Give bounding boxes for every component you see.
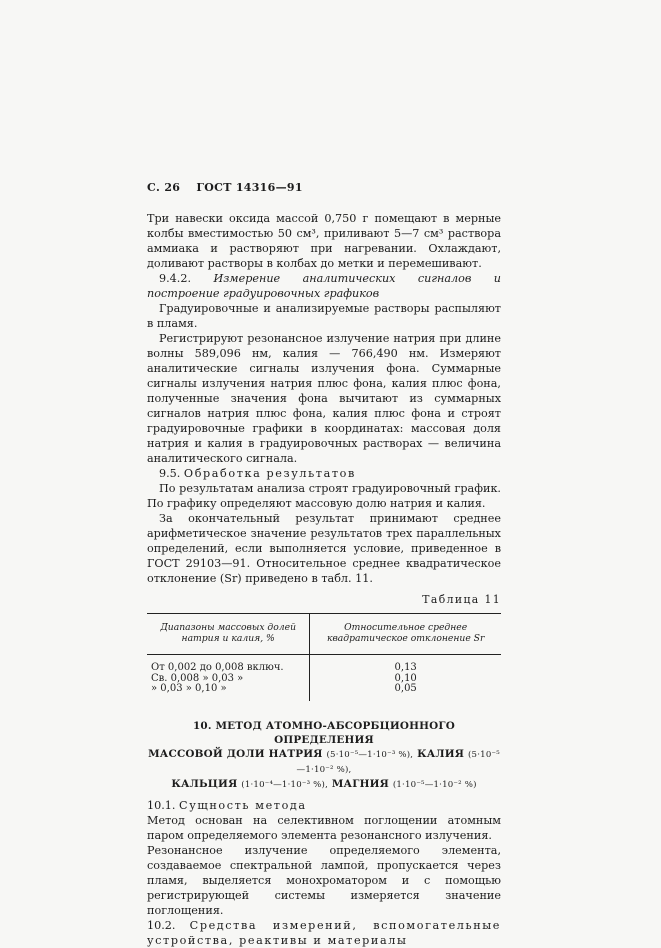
- section-title: Средства измерений, вспомогательные устройства, реактивы и материалы: [147, 918, 501, 947]
- page-header: [147, 180, 501, 195]
- standard-code: ГОСТ 14316—91: [196, 181, 303, 194]
- method-heading-line-1: 10. МЕТОД АТОМНО-АБСОРБЦИОННОГО ОПРЕДЕЛЕНИЯ: [192, 719, 456, 746]
- paragraph-final-result: [147, 511, 501, 586]
- range-potassium: (5·10⁻⁵—1·10⁻² %),: [296, 749, 500, 775]
- table-cell-range: Св. 0,008 » 0,03 »: [147, 674, 310, 685]
- paragraph-spray: [147, 301, 501, 331]
- element-magnesium: МАГНИЯ: [331, 777, 389, 790]
- paragraph-method-basis: [147, 813, 501, 843]
- table-cell-range: От 0,002 до 0,008 включ.: [147, 655, 310, 674]
- paragraph-sample-prep: [147, 211, 501, 271]
- element-sodium: МАССОВОЙ ДОЛИ НАТРИЯ: [148, 747, 323, 760]
- table-caption: Таблица 11: [422, 593, 501, 606]
- section-number: 10.2.: [147, 918, 176, 932]
- paragraph-graph: [147, 481, 501, 511]
- range-calcium: (1·10⁻⁴—1·10⁻³ %),: [241, 779, 329, 790]
- table-cell-range: » 0,03 » 0,10 »: [147, 684, 310, 701]
- range-sodium: (5·10⁻⁵—1·10⁻³ %),: [326, 749, 414, 760]
- table-cell-value: 0,10: [394, 672, 417, 684]
- element-calcium: КАЛЬЦИЯ: [171, 777, 238, 790]
- method-heading-line-3: [147, 777, 501, 792]
- page-content: [147, 180, 501, 948]
- paragraph-resonance: [147, 843, 501, 918]
- section-title: Измерение аналитических сигналов и построение градуировочных графиков: [147, 272, 501, 300]
- paragraph-text: По результатам анализа строят градуировочный график. По графику определяют массовую долю натрия и калия.: [147, 482, 501, 510]
- section-9-5: [147, 466, 501, 481]
- table-cell-value: 0,05: [394, 683, 417, 694]
- section-10-2: [147, 918, 501, 948]
- column-header-deviation: Относительное среднее квадратическое отклонение Sr: [310, 614, 501, 655]
- paragraph-text: Регистрируют резонансное излучение натрия при длине волны 589,096 нм, калия — 766,490 нм. Измеряют аналитические сигналы излучения фона. Суммарные сигналы излучения натрия плюс фона, калия плюс фона, полученные значения фона вычитают из суммарных сигналов натрия плюс фона, калия плюс фона и строят градуировочные графики в координатах: массовая доля натрия и калия в градуировочных растворах — величина аналитического сигнала.: [147, 332, 501, 465]
- subsection-9-4-2: [147, 271, 501, 301]
- paragraph-text: Метод основан на селективном поглощении атомным паром определяемого элемента резонансного излучения.: [147, 813, 501, 842]
- section-number: 9.4.2.: [159, 272, 192, 285]
- paragraph-text: Резонансное излучение определяемого элемента, создаваемое спектральной лампой, пропускается через пламя, выделяется монохроматором и с помощью регистрирующей системы измеряется значение поглощения.: [147, 843, 501, 917]
- section-title: Обработка результатов: [183, 467, 356, 480]
- range-magnesium: (1·10⁻⁵—1·10⁻² %): [392, 779, 477, 790]
- paragraph-text: Градуировочные и анализируемые растворы распыляют в пламя.: [147, 302, 501, 330]
- paragraph-register: [147, 331, 501, 466]
- table-header-row: [147, 614, 501, 655]
- table-11: [147, 613, 501, 701]
- table-row: [147, 655, 501, 674]
- page-number: С. 26: [147, 181, 181, 194]
- table-cell-value: 0,13: [394, 662, 417, 673]
- section-number: 10.1.: [147, 798, 176, 812]
- table-row: [147, 684, 501, 701]
- paragraph-text: За окончательный результат принимают среднее арифметическое значение результатов трех параллельных определений, если выполняется условие, приведенное в ГОСТ 29103—91. Относительное среднее квадратическое отклонение (Sr) приведено в табл. 11.: [147, 512, 501, 585]
- section-number: 9.5.: [159, 467, 181, 480]
- section-10-1: [147, 798, 501, 813]
- element-potassium: КАЛИЯ: [417, 747, 465, 760]
- method-heading-line-2: [147, 747, 501, 777]
- method-10-heading: [147, 719, 501, 792]
- column-header-range: Диапазоны массовых долей натрия и калия, %: [147, 614, 310, 655]
- paragraph-text: Три навески оксида массой 0,750 г помещают в мерные колбы вместимостью 50 см³, приливают 5—7 см³ раствора аммиака и растворяют при нагревании. Охлаждают, доливают растворы в колбах до метки и перемешивают.: [147, 212, 501, 270]
- section-title: Сущность метода: [179, 798, 307, 812]
